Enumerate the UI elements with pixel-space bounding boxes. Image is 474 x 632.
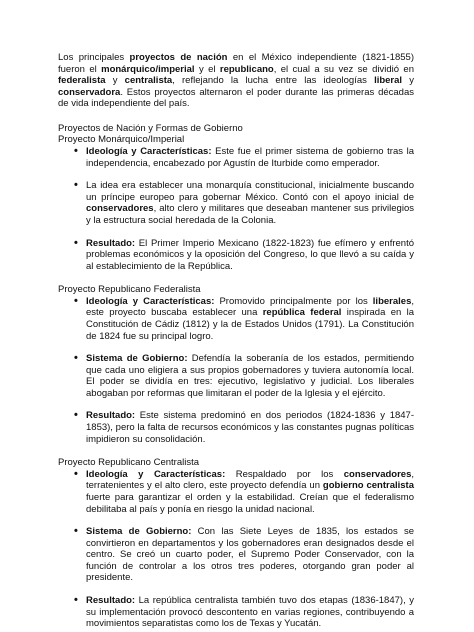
section-heading-federalista: Proyecto Republicano Federalista [58,284,201,296]
intro-bold-term: republicano [219,63,274,75]
item-text: fuerte para garantizar el orden y la estabilidad. Creían que el federalismo debilitaba al país y ponía en riesgo la unidad nacional. [86,491,414,515]
bullet-icon: • [74,145,78,158]
intro-bold-term: liberal [374,75,403,87]
intro-text: y el [194,63,220,75]
intro-bold-term: federalista [58,75,106,87]
item-bold-term: conservadores [343,468,412,480]
intro-bold-term: proyectos de nación [129,52,228,63]
item-text: inspirada en la Constitución de Cádiz (1812) y la de Estados Unidos (1791). La Constitución de 1824 fue su principal logro. [86,307,414,342]
item-text: , este proyecto buscaba establecer una [86,295,414,319]
list-item [58,238,414,273]
item-label: Resultado: [86,410,136,422]
item-bold-term: gobierno centralista [322,480,414,492]
main-heading: Proyectos de Nación y Formas de Gobierno [58,122,243,134]
bullet-list-centralista [58,469,414,630]
list-item [58,146,414,169]
intro-text: y [402,75,414,87]
item-label: Ideología y Características: [86,468,226,480]
item-text: Promovido principalmente por los [214,295,373,307]
intro-text: , reflejando la lucha entre las ideologías [172,75,375,87]
list-item [58,180,414,226]
item-text: Este fue el primer sistema de gobierno tras la independencia, encabezado por Agustín de Iturbide como emperador. [86,146,414,169]
bullet-icon: • [74,525,78,538]
item-text: Defendía la soberanía de los estados, permitiendo que cada uno eligiera a sus propios gobernadores y tuviera autonomía local. El poder se dividía en tres: ejecutivo, legislativo y judicial. Los liberales abogaban por reformas que limitaran el poder de la Iglesia y el ejército. [86,353,414,399]
bullet-list-federalista [58,296,414,445]
intro-text: y [105,75,125,87]
list-item [58,469,414,515]
item-text: Con las Siete Leyes de 1835, los estados se convirtieron en departamentos y los gobernadores eran designados desde el centro. Se creó un cuarto poder, el Supremo Poder Conservador, con la función de controlar a los otros tres poderes, otorgando gran poder al presidente. [86,526,414,584]
intro-paragraph [58,52,414,110]
bullet-icon: • [74,409,78,422]
item-label: Ideología y Características: [86,146,212,158]
item-bold-term: conservadores [86,203,154,215]
bullet-list-monarquico [58,146,414,272]
bullet-icon: • [74,294,78,307]
bullet-icon: • [74,593,78,606]
intro-text: . Estos proyectos alternaron el poder durante las primeras décadas de vida independiente del país. [58,86,414,110]
bullet-icon: • [74,467,78,480]
spacer [58,110,414,123]
intro-bold-term: conservadora [58,86,121,98]
section-heading-centralista: Proyecto Republicano Centralista [58,457,199,469]
bullet-icon: • [74,179,78,192]
list-item [58,296,414,342]
item-label: Sistema de Gobierno: [86,526,192,538]
item-label: Resultado: [86,237,136,249]
item-text: La idea era establecer una monarquía constitucional, inicialmente buscando un príncipe europeo para gobernar México. Contó con el apoyo inicial de [86,180,414,203]
item-text: , terratenientes y el alto clero, este proyecto defendía un [86,468,414,492]
item-text: , alto clero y militares que deseaban mantener sus privilegios y la estructura social heredada de la Colonia. [86,203,414,226]
item-label: Resultado: [86,594,136,606]
list-item [58,353,414,399]
bullet-icon: • [74,236,78,249]
item-text: La república centralista también tuvo dos etapas (1836-1847), y su implementación provocó descontento en varias regiones, contribuyendo a movimientos separatistas como los de Texas y Yucatán. [86,594,414,630]
intro-bold-term: centralista [124,75,173,87]
list-item [58,410,414,445]
item-bold-term: república federal [262,307,342,319]
item-label: Ideología y Características: [86,295,215,307]
item-text: Respaldado por los [225,468,344,480]
list-item [58,526,414,584]
item-text: Este sistema predominó en dos periodos (1824-1836 y 1847-1853), pero la falta de recursos económicos y las constantes pugnas políticas impidieron su consolidación. [86,410,414,445]
intro-text: Los principales [58,52,130,63]
intro-text: en el México independiente (1821-1855) fueron el [58,52,414,75]
bullet-icon: • [74,352,78,365]
section-heading-monarquico: Proyecto Monárquico/Imperial [58,134,185,146]
intro-bold-term: monárquico/imperial [101,63,195,75]
item-text: El Primer Imperio Mexicano (1822-1823) fue efímero y enfrentó problemas económicos y la oposición del Congreso, lo que llevó a su caída y al establecimiento de la República. [86,237,414,272]
intro-text: , el cual a su vez se dividió en [273,63,414,75]
item-bold-term: liberales [372,295,412,307]
item-label: Sistema de Gobierno: [86,353,188,365]
list-item [58,595,414,630]
